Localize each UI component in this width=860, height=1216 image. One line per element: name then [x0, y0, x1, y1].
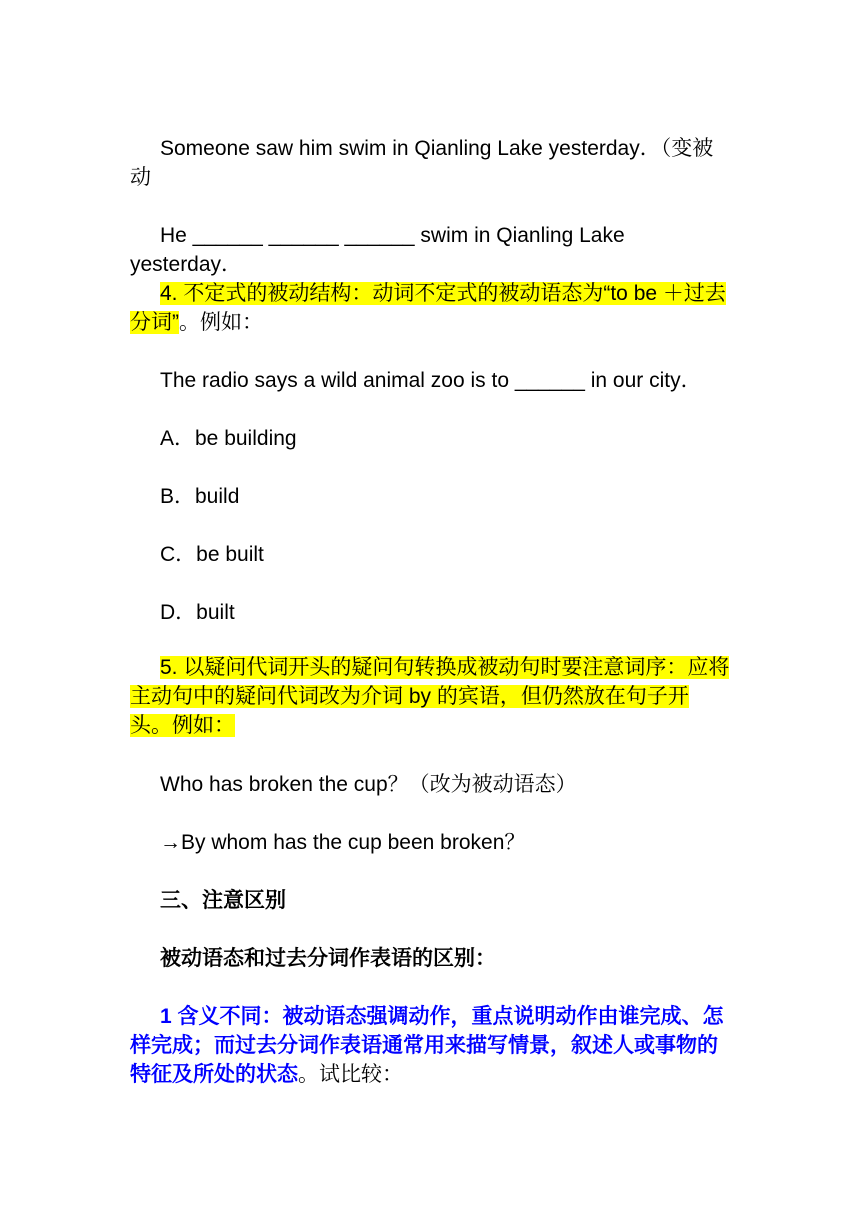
- difference-1-paragraph: [130, 1002, 730, 1089]
- exercise-blank-text: He ______ ______ ______ swim in Qianling Lake yesterday．: [130, 224, 625, 276]
- option-d-text: D．built: [160, 601, 235, 624]
- example-passive-text: →By whom has the cup been broken？: [160, 831, 526, 854]
- example-active-text: Who has broken the cup？（改为被动语态）: [160, 773, 577, 796]
- difference-1-tail: 。试比较：: [298, 1063, 403, 1086]
- exercise-blank-sentence: [130, 221, 730, 279]
- example-question: [130, 366, 730, 395]
- rule-4-tail: 。例如：: [179, 311, 263, 334]
- option-b: [130, 482, 730, 511]
- option-a-text: A．be building: [160, 427, 297, 450]
- section-heading-text: 三、注意区别: [160, 889, 286, 912]
- exercise-sentence-text: Someone saw him swim in Qianling Lake yesterday．（变被动: [130, 137, 714, 189]
- section-heading: [130, 886, 730, 915]
- option-d: [130, 598, 730, 627]
- option-b-text: B．build: [160, 485, 240, 508]
- option-c: [130, 540, 730, 569]
- rule-5-highlight: 5. 以疑问代词开头的疑问句转换成被动句时要注意词序：应将主动句中的疑问代词改为介词 by 的宾语，但仍然放在句子开头。例如：: [130, 656, 730, 737]
- distinction-intro-text: 被动语态和过去分词作表语的区别：: [160, 947, 496, 970]
- example-passive-sentence: [130, 828, 730, 857]
- option-a: [130, 424, 730, 453]
- rule-4-paragraph: [130, 279, 730, 337]
- rule-4-highlight: 4. 不定式的被动结构：动词不定式的被动语态为“to be ＋过去分词”: [130, 282, 726, 334]
- example-active-sentence: [130, 770, 730, 799]
- exercise-sentence: [130, 134, 730, 192]
- distinction-intro: [130, 944, 730, 973]
- option-c-text: C．be built: [160, 543, 264, 566]
- difference-1-text: 1 含义不同：被动语态强调动作，重点说明动作由谁完成、怎样完成；而过去分词作表语通常用来描写情景，叙述人或事物的特征及所处的状态: [130, 1005, 724, 1086]
- rule-5-paragraph: [130, 653, 730, 740]
- example-question-text: The radio says a wild animal zoo is to ______ in our city．: [160, 369, 702, 392]
